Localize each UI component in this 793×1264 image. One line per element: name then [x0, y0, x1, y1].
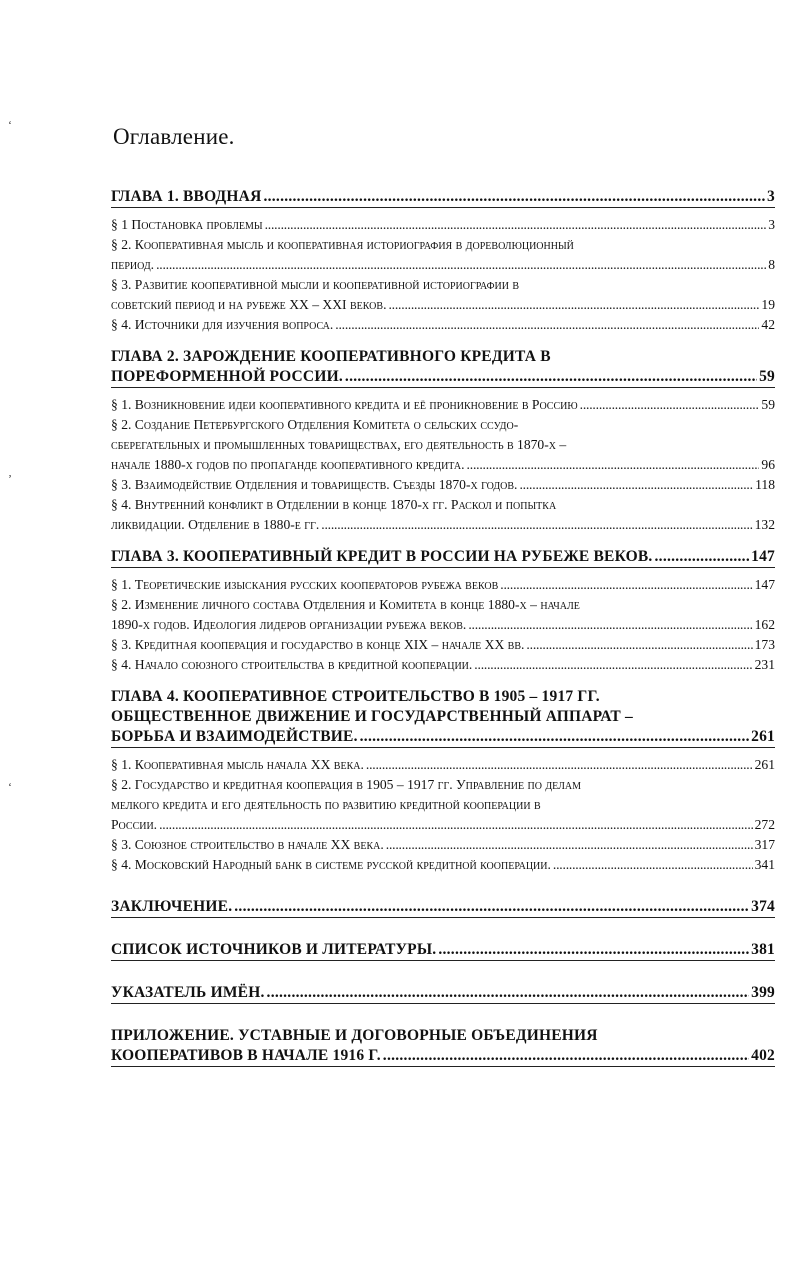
toc-section	[111, 855, 775, 875]
page-number: 59	[759, 368, 775, 385]
page-number: 3	[768, 217, 775, 232]
dot-leader	[156, 255, 766, 275]
page-number: 59	[761, 397, 775, 412]
dot-leader	[265, 215, 767, 235]
toc-section	[111, 235, 775, 275]
toc-line-text: УКАЗАТЕЛЬ ИМЁН.	[111, 984, 265, 1001]
page-number: 173	[754, 637, 775, 652]
toc-line-text: начале 1880-х годов по пропаганде кооперативного кредита.	[111, 457, 465, 472]
toc-line-text: ГЛАВА 4. КООПЕРАТИВНОЕ СТРОИТЕЛЬСТВО В 1905 – 1917 ГГ.	[111, 688, 600, 705]
page-number: 96	[761, 457, 775, 472]
page-number: 132	[754, 517, 775, 532]
scan-mark-icon: ʼ	[8, 472, 12, 486]
toc-line-text: ПОРЕФОРМЕННОЙ РОССИИ.	[111, 368, 343, 385]
page-title: Оглавление.	[113, 124, 235, 149]
dot-leader	[383, 1046, 749, 1066]
page-number: 3	[767, 188, 775, 205]
page-number: 118	[755, 477, 775, 492]
dot-leader	[386, 835, 753, 855]
toc-section	[111, 215, 775, 235]
page-number: 317	[754, 837, 775, 852]
toc-line-text: § 1 Постановка проблемы	[111, 217, 263, 232]
toc-line-text: § 1. Теоретические изыскания русских кооператоров рубежа веков	[111, 577, 499, 592]
page-number: 399	[751, 984, 775, 1001]
toc-section	[111, 635, 775, 655]
toc-section	[111, 835, 775, 855]
toc-section	[111, 415, 775, 475]
dot-leader	[388, 295, 759, 315]
toc-line-text: ПРИЛОЖЕНИЕ. УСТАВНЫЕ И ДОГОВОРНЫЕ ОБЪЕДИНЕНИЯ	[111, 1027, 598, 1044]
dot-leader	[366, 755, 753, 775]
toc-line-text: ликвидации. Отделение в 1880-е гг.	[111, 517, 320, 532]
toc-section	[111, 575, 775, 595]
toc-chapter	[111, 187, 775, 208]
dot-leader	[468, 615, 752, 635]
toc-line-text: § 1. Возникновение идеи кооперативного кредита и её проникновение в Россию	[111, 397, 578, 412]
toc-section	[111, 755, 775, 775]
toc-line-text: сберегательных и промышленных товариществах, его деятельность в 1870-х –	[111, 437, 567, 452]
toc-line-text: ГЛАВА 2. ЗАРОЖДЕНИЕ КООПЕРАТИВНОГО КРЕДИТА В	[111, 348, 551, 365]
toc-section	[111, 315, 775, 335]
toc-line-text: § 4. Внутренний конфликт в Отделении в конце 1870-х гг. Раскол и попытка	[111, 497, 557, 512]
toc-line-text: § 3. Союзное строительство в начале XX века.	[111, 837, 384, 852]
toc-line-text: § 2. Создание Петербургского Отделения Комитета о сельских ссудо-	[111, 417, 519, 432]
page-number: 147	[754, 577, 775, 592]
toc-line-text: России.	[111, 817, 158, 832]
dot-leader	[519, 475, 753, 495]
toc-chapter	[111, 347, 775, 388]
page-number: 341	[754, 857, 775, 872]
dot-leader	[345, 367, 757, 387]
dot-leader	[263, 187, 765, 207]
dot-leader	[360, 727, 750, 747]
dot-leader	[438, 940, 749, 960]
toc-line-text: § 2. Изменение личного состава Отделения и Комитета в конце 1880-х – начале	[111, 597, 580, 612]
page-number: 402	[751, 1047, 775, 1064]
page-number: 374	[751, 898, 775, 915]
toc-line-text: ГЛАВА 3. КООПЕРАТИВНЫЙ КРЕДИТ В РОССИИ НА РУБЕЖЕ ВЕКОВ.	[111, 548, 653, 565]
dot-leader	[159, 815, 753, 835]
scan-mark-icon: ʻ	[8, 118, 12, 132]
dot-leader	[474, 655, 752, 675]
toc-section	[111, 655, 775, 675]
page-number: 381	[751, 941, 775, 958]
toc-section	[111, 275, 775, 315]
page-number: 42	[761, 317, 775, 332]
toc-line-text: § 4. Московский Народный банк в системе русской кредитной кооперации.	[111, 857, 551, 872]
page-number: 261	[751, 728, 775, 745]
toc-line-text: § 2. Кооперативная мысль и кооперативная историография в дореволюционный	[111, 237, 574, 252]
toc-line-text: 1890-х годов. Идеология лидеров организации рубежа веков.	[111, 617, 467, 632]
dot-leader	[467, 455, 760, 475]
toc-line-text: мелкого кредита и его деятельность по развитию кредитной кооперации в	[111, 797, 541, 812]
dot-leader	[580, 395, 760, 415]
toc-chapter	[111, 983, 775, 1004]
dot-leader	[234, 897, 749, 917]
page-number: 8	[768, 257, 775, 272]
toc-section	[111, 775, 775, 835]
toc-chapter	[111, 897, 775, 918]
toc-line-text: период.	[111, 257, 155, 272]
dot-leader	[267, 983, 750, 1003]
toc-line-text: БОРЬБА И ВЗАИМОДЕЙСТВИЕ.	[111, 728, 358, 745]
dot-leader	[335, 315, 759, 335]
dot-leader	[553, 855, 753, 875]
page-number: 231	[754, 657, 775, 672]
toc-line-text: КООПЕРАТИВОВ В НАЧАЛЕ 1916 Г.	[111, 1047, 381, 1064]
toc-section	[111, 475, 775, 495]
page-number: 162	[754, 617, 775, 632]
toc-line-text: СПИСОК ИСТОЧНИКОВ И ЛИТЕРАТУРЫ.	[111, 941, 437, 958]
scan-mark-icon: ʻ	[8, 780, 12, 794]
toc-section	[111, 595, 775, 635]
toc-line-text: § 3. Взаимодействие Отделения и товариществ. Съезды 1870-х годов.	[111, 477, 518, 492]
toc-line-text: § 4. Начало союзного строительства в кредитной кооперации.	[111, 657, 473, 672]
toc-chapter	[111, 687, 775, 748]
toc-line-text: § 2. Государство и кредитная кооперация в 1905 – 1917 гг. Управление по делам	[111, 777, 582, 792]
dot-leader	[500, 575, 752, 595]
toc-chapter	[111, 1026, 775, 1067]
toc-chapter	[111, 940, 775, 961]
toc-line-text: ЗАКЛЮЧЕНИЕ.	[111, 898, 233, 915]
toc-chapter	[111, 547, 775, 568]
toc-line-text: ОБЩЕСТВЕННОЕ ДВИЖЕНИЕ И ГОСУДАРСТВЕННЫЙ АППАРАТ –	[111, 708, 633, 725]
toc-section	[111, 495, 775, 535]
toc-line-text: советский период и на рубеже XX – XXI веков.	[111, 297, 387, 312]
page-number: 19	[761, 297, 775, 312]
page-number: 261	[754, 757, 775, 772]
dot-leader	[526, 635, 752, 655]
page-number: 272	[754, 817, 775, 832]
dot-leader	[321, 515, 752, 535]
table-of-contents	[111, 187, 775, 1067]
toc-line-text: § 3. Развитие кооперативной мысли и кооперативной историографии в	[111, 277, 520, 292]
toc-line-text: § 4. Источники для изучения вопроса.	[111, 317, 334, 332]
toc-section	[111, 395, 775, 415]
toc-line-text: ГЛАВА 1. ВВОДНАЯ	[111, 188, 262, 205]
page-number: 147	[751, 548, 775, 565]
toc-line-text: § 3. Кредитная кооперация и государство в конце XIX – начале XX вв.	[111, 637, 525, 652]
dot-leader	[655, 547, 750, 567]
toc-line-text: § 1. Кооперативная мысль начала XX века.	[111, 757, 364, 772]
